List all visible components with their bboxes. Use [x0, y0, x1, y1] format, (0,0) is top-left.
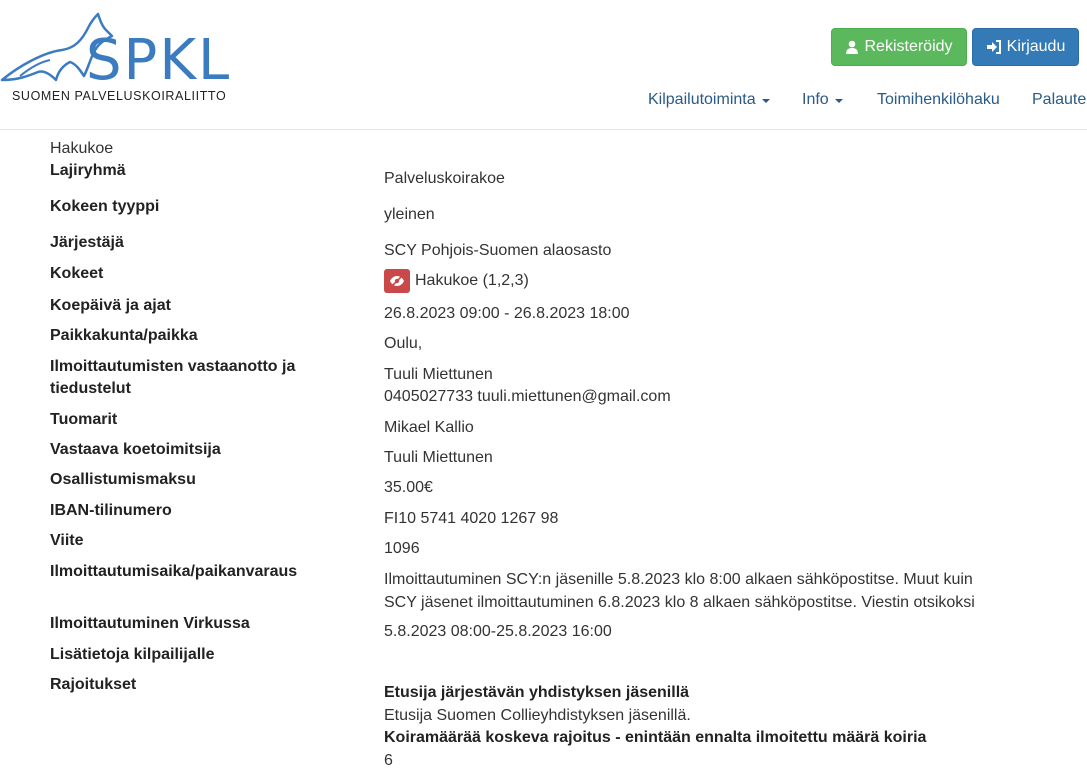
user-icon — [845, 40, 859, 54]
label-ilmoittautumisaika: Ilmoittautumisaika/paikanvaraus — [50, 563, 298, 580]
label-viite: Viite — [50, 532, 84, 549]
value-paikkakunta: Oulu, — [384, 335, 423, 352]
value-viite: 1096 — [384, 540, 420, 557]
spkl-logo[interactable] — [0, 10, 232, 105]
label-paikkakunta: Paikkakunta/paikka — [50, 327, 198, 344]
value-kokeet — [384, 269, 1024, 293]
value-vastaanotto-name: Tuuli Miettunen — [384, 366, 493, 383]
sign-in-icon — [986, 40, 1002, 54]
nav-info[interactable]: Info — [802, 91, 843, 109]
section-title: Hakukoe — [50, 140, 114, 157]
label-osallistumismaksu: Osallistumismaksu — [50, 471, 196, 488]
label-ilmoittautuminen-virkussa: Ilmoittautuminen Virkussa — [50, 615, 250, 632]
nav-kilpailutoiminta[interactable]: Kilpailutoiminta — [648, 91, 770, 109]
value-koepaiva: 26.8.2023 09:00 - 26.8.2023 18:00 — [384, 305, 630, 322]
label-lajiryhma: Lajiryhmä — [50, 162, 126, 179]
label-kokeen-tyyppi: Kokeen tyyppi — [50, 198, 160, 215]
label-lisatietoja: Lisätietoja kilpailijalle — [50, 646, 215, 663]
restriction-text: 6 — [384, 752, 393, 769]
label-kokeet: Kokeet — [50, 265, 104, 282]
value-ilmoittautumisaika: Ilmoittautuminen SCY:n jäsenille 5.8.2023 klo 8:00 alkaen sähköpostitse. Muut kuin SCY jäsenet ilmoittautuminen 6.8.2023 klo 8 alkaen sähköpostitse. Viestin otsikoksi — [384, 571, 975, 611]
restriction-title: Etusija järjestävän yhdistyksen jäsenillä — [384, 684, 690, 701]
value-lajiryhma: Palveluskoirakoe — [384, 170, 505, 187]
value-jarjestaja: SCY Pohjois-Suomen alaosasto — [384, 242, 612, 259]
value-vastaanotto-contact: 0405027733 tuuli.miettunen@gmail.com — [384, 388, 671, 405]
restriction-text: Etusija Suomen Collieyhdistyksen jäsenillä. — [384, 707, 691, 724]
label-vastaava-koetoimitsija: Vastaava koetoimitsija — [50, 441, 221, 458]
value-vastaava-koetoimitsija: Tuuli Miettunen — [384, 449, 493, 466]
login-button[interactable] — [972, 28, 1079, 66]
kokeet-text: Hakukoe (1,2,3) — [415, 272, 529, 290]
label-iban: IBAN-tilinumero — [50, 502, 172, 519]
value-iban: FI10 5741 4020 1267 98 — [384, 510, 559, 527]
caret-down-icon — [762, 99, 770, 103]
label-tuomarit: Tuomarit — [50, 411, 118, 428]
label-jarjestaja: Järjestäjä — [50, 234, 124, 251]
value-ilmoittautuminen-virkussa: 5.8.2023 08:00-25.8.2023 16:00 — [384, 623, 612, 640]
nav-palaute[interactable]: Palaute — [1032, 91, 1087, 108]
logo-subtitle: SUOMEN PALVELUSKOIRALIITTO — [12, 89, 227, 103]
value-osallistumismaksu: 35.00€ — [384, 479, 433, 496]
label-koepaiva: Koepäivä ja ajat — [50, 297, 171, 314]
logo-text: SPKL — [86, 28, 232, 93]
label-ilmoittautumisten-vastaanotto: Ilmoittautumisten vastaanotto ja tiedustelut — [50, 358, 296, 397]
login-label: Kirjaudu — [1006, 38, 1066, 55]
register-label: Rekisteröidy — [864, 38, 953, 55]
caret-down-icon — [835, 99, 843, 103]
label-rajoitukset: Rajoitukset — [50, 676, 137, 693]
page-header — [0, 0, 1087, 130]
restriction-title: Koiramäärää koskeva rajoitus - enintään ennalta ilmoitettu määrä koiria — [384, 729, 927, 746]
value-kokeen-tyyppi: yleinen — [384, 206, 435, 223]
eye-slash-icon[interactable] — [384, 269, 410, 293]
value-tuomarit: Mikael Kallio — [384, 419, 474, 436]
register-button[interactable] — [831, 28, 967, 66]
nav-toimihenkilohaku[interactable]: Toimihenkilöhaku — [877, 91, 1000, 108]
